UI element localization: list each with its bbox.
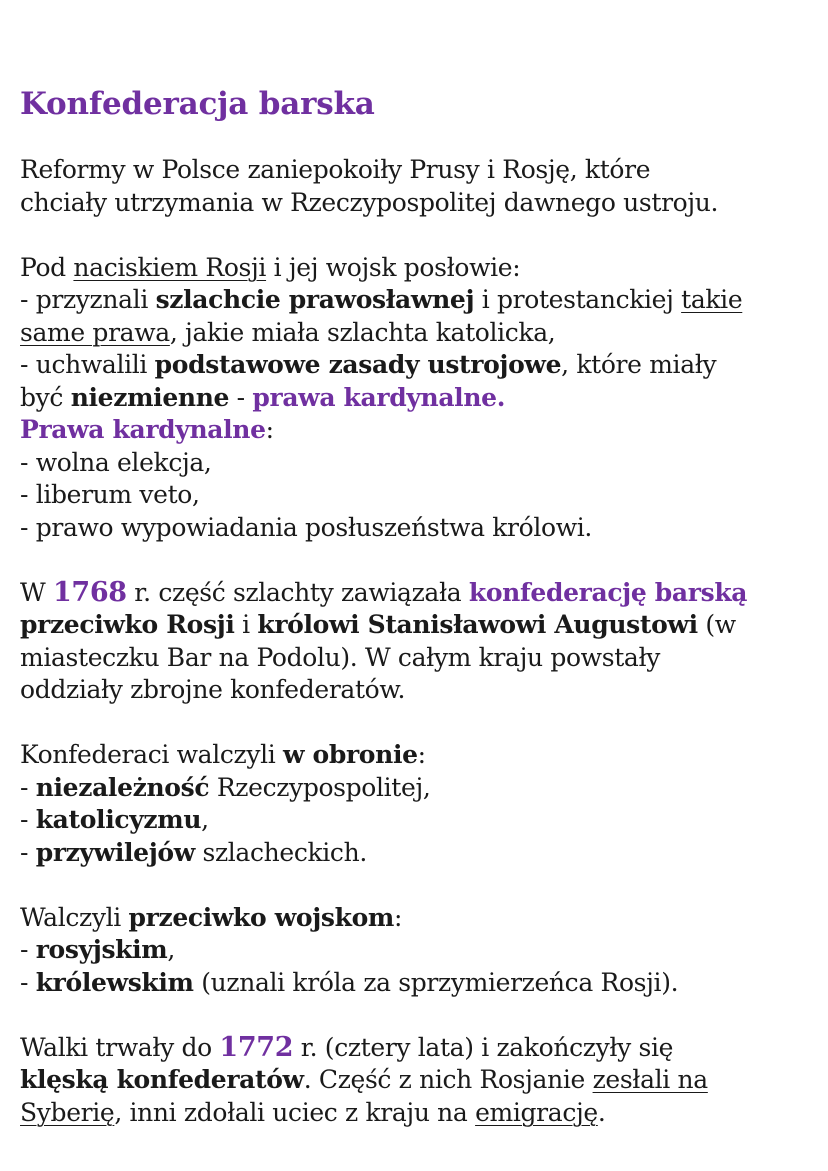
text: , bbox=[201, 805, 209, 834]
text: . Część z nich Rosjanie bbox=[303, 1065, 593, 1094]
text: Walczyli bbox=[20, 902, 129, 932]
document-page bbox=[20, 84, 810, 1129]
confederation-line-4: oddziały zbrojne konfederatów. bbox=[20, 675, 406, 704]
bold-text: klęską konfederatów bbox=[20, 1065, 304, 1094]
text: i bbox=[234, 610, 258, 639]
reform-item-1 bbox=[20, 284, 810, 317]
underlined-text: takie bbox=[681, 285, 743, 314]
confederation-paragraph bbox=[20, 577, 810, 707]
ending-paragraph bbox=[20, 1032, 810, 1130]
bold-text: rosyjskim bbox=[35, 935, 168, 964]
text: , inni zdołali uciec z kraju na bbox=[114, 1097, 476, 1127]
highlighted-term: konfederację barską bbox=[468, 577, 748, 607]
bold-text: szlachcie prawosławnej bbox=[155, 285, 475, 314]
text: (w bbox=[697, 610, 736, 639]
dash: - bbox=[20, 772, 36, 802]
highlighted-term: Prawa kardynalne bbox=[20, 415, 266, 444]
text: , jakie miała szlachta katolicka, bbox=[169, 317, 556, 347]
highlighted-term: prawa kardynalne. bbox=[252, 382, 506, 412]
dash: - bbox=[20, 967, 36, 997]
reform-item-1-cont bbox=[20, 317, 810, 350]
text: - bbox=[229, 382, 253, 412]
year-highlight: 1772 bbox=[219, 1031, 294, 1063]
text: (uznali króla za sprzymierzeńca Rosji). bbox=[193, 967, 679, 997]
text: , które miały bbox=[561, 350, 717, 379]
against-paragraph bbox=[20, 902, 810, 1000]
text: r. część szlachty zawiązała bbox=[126, 577, 469, 607]
bold-text: w obronie bbox=[283, 740, 418, 769]
year-highlight: 1768 bbox=[52, 576, 127, 608]
defense-item bbox=[20, 837, 810, 870]
reforms-paragraph bbox=[20, 252, 810, 545]
against-lead bbox=[20, 902, 810, 935]
intro-line-1: Reformy w Polsce zaniepokoiły Prusy i Rosję, które bbox=[20, 155, 651, 184]
text: Rzeczypospolitej, bbox=[209, 772, 431, 802]
reform-item-2-cont bbox=[20, 382, 810, 415]
text: być bbox=[20, 382, 71, 412]
bold-text: królewskim bbox=[35, 967, 194, 997]
text: : bbox=[394, 902, 403, 932]
defense-paragraph bbox=[20, 739, 810, 869]
underlined-text: Syberię bbox=[20, 1097, 115, 1127]
against-item bbox=[20, 934, 810, 967]
text: szlacheckich. bbox=[194, 837, 367, 867]
underlined-text: zesłali na bbox=[592, 1065, 708, 1094]
text: - uchwalili bbox=[20, 350, 155, 379]
intro-paragraph bbox=[20, 154, 810, 219]
text: . bbox=[597, 1097, 606, 1127]
text: r. (cztery lata) i zakończyły się bbox=[293, 1032, 674, 1062]
bold-text: niezależność bbox=[35, 772, 210, 802]
bold-text: przywilejów bbox=[35, 837, 195, 867]
dash: - bbox=[20, 837, 36, 867]
confederation-line-2 bbox=[20, 609, 810, 642]
cardinal-law-item: - wolna elekcja, bbox=[20, 447, 212, 477]
dash: - bbox=[20, 935, 36, 964]
underlined-text: naciskiem Rosji bbox=[73, 252, 267, 282]
confederation-line-1 bbox=[20, 577, 810, 610]
cardinal-law-item: - liberum veto, bbox=[20, 480, 200, 509]
underlined-text: same prawa bbox=[20, 317, 170, 347]
against-item bbox=[20, 967, 810, 1000]
page-title: Konfederacja barska bbox=[20, 86, 375, 122]
text: W bbox=[20, 577, 53, 607]
bold-text: podstawowe zasady ustrojowe bbox=[154, 350, 562, 379]
text: - przyznali bbox=[20, 285, 156, 314]
bold-text: królowi Stanisławowi Augustowi bbox=[257, 610, 698, 639]
bold-text: przeciwko Rosji bbox=[20, 610, 235, 639]
cardinal-law-item: - prawo wypowiadania posłuszeństwa królowi. bbox=[20, 512, 592, 542]
ending-line-1 bbox=[20, 1032, 810, 1065]
ending-line-3 bbox=[20, 1097, 810, 1130]
bold-text: katolicyzmu bbox=[35, 805, 202, 834]
text: , bbox=[167, 935, 176, 964]
text: : bbox=[417, 740, 426, 769]
confederation-line-3: miasteczku Bar na Podolu). W całym kraju powstały bbox=[20, 642, 660, 672]
bold-text: przeciwko wojskom bbox=[128, 902, 395, 932]
text: i protestanckiej bbox=[474, 285, 682, 314]
reforms-lead bbox=[20, 252, 810, 285]
text: : bbox=[265, 415, 274, 444]
underlined-text: emigrację bbox=[475, 1097, 598, 1127]
bold-text: niezmienne bbox=[70, 382, 230, 412]
intro-line-2: chciały utrzymania w Rzeczypospolitej dawnego ustroju. bbox=[20, 187, 719, 217]
defense-item bbox=[20, 772, 810, 805]
cardinal-laws-heading bbox=[20, 414, 810, 447]
defense-lead bbox=[20, 739, 810, 772]
ending-line-2 bbox=[20, 1064, 810, 1097]
text: Konfederaci walczyli bbox=[20, 740, 283, 769]
defense-item bbox=[20, 804, 810, 837]
text: Walki trwały do bbox=[20, 1032, 220, 1062]
text: i jej wojsk posłowie: bbox=[266, 252, 521, 282]
reform-item-2 bbox=[20, 349, 810, 382]
text: Pod bbox=[20, 252, 74, 282]
dash: - bbox=[20, 805, 36, 834]
